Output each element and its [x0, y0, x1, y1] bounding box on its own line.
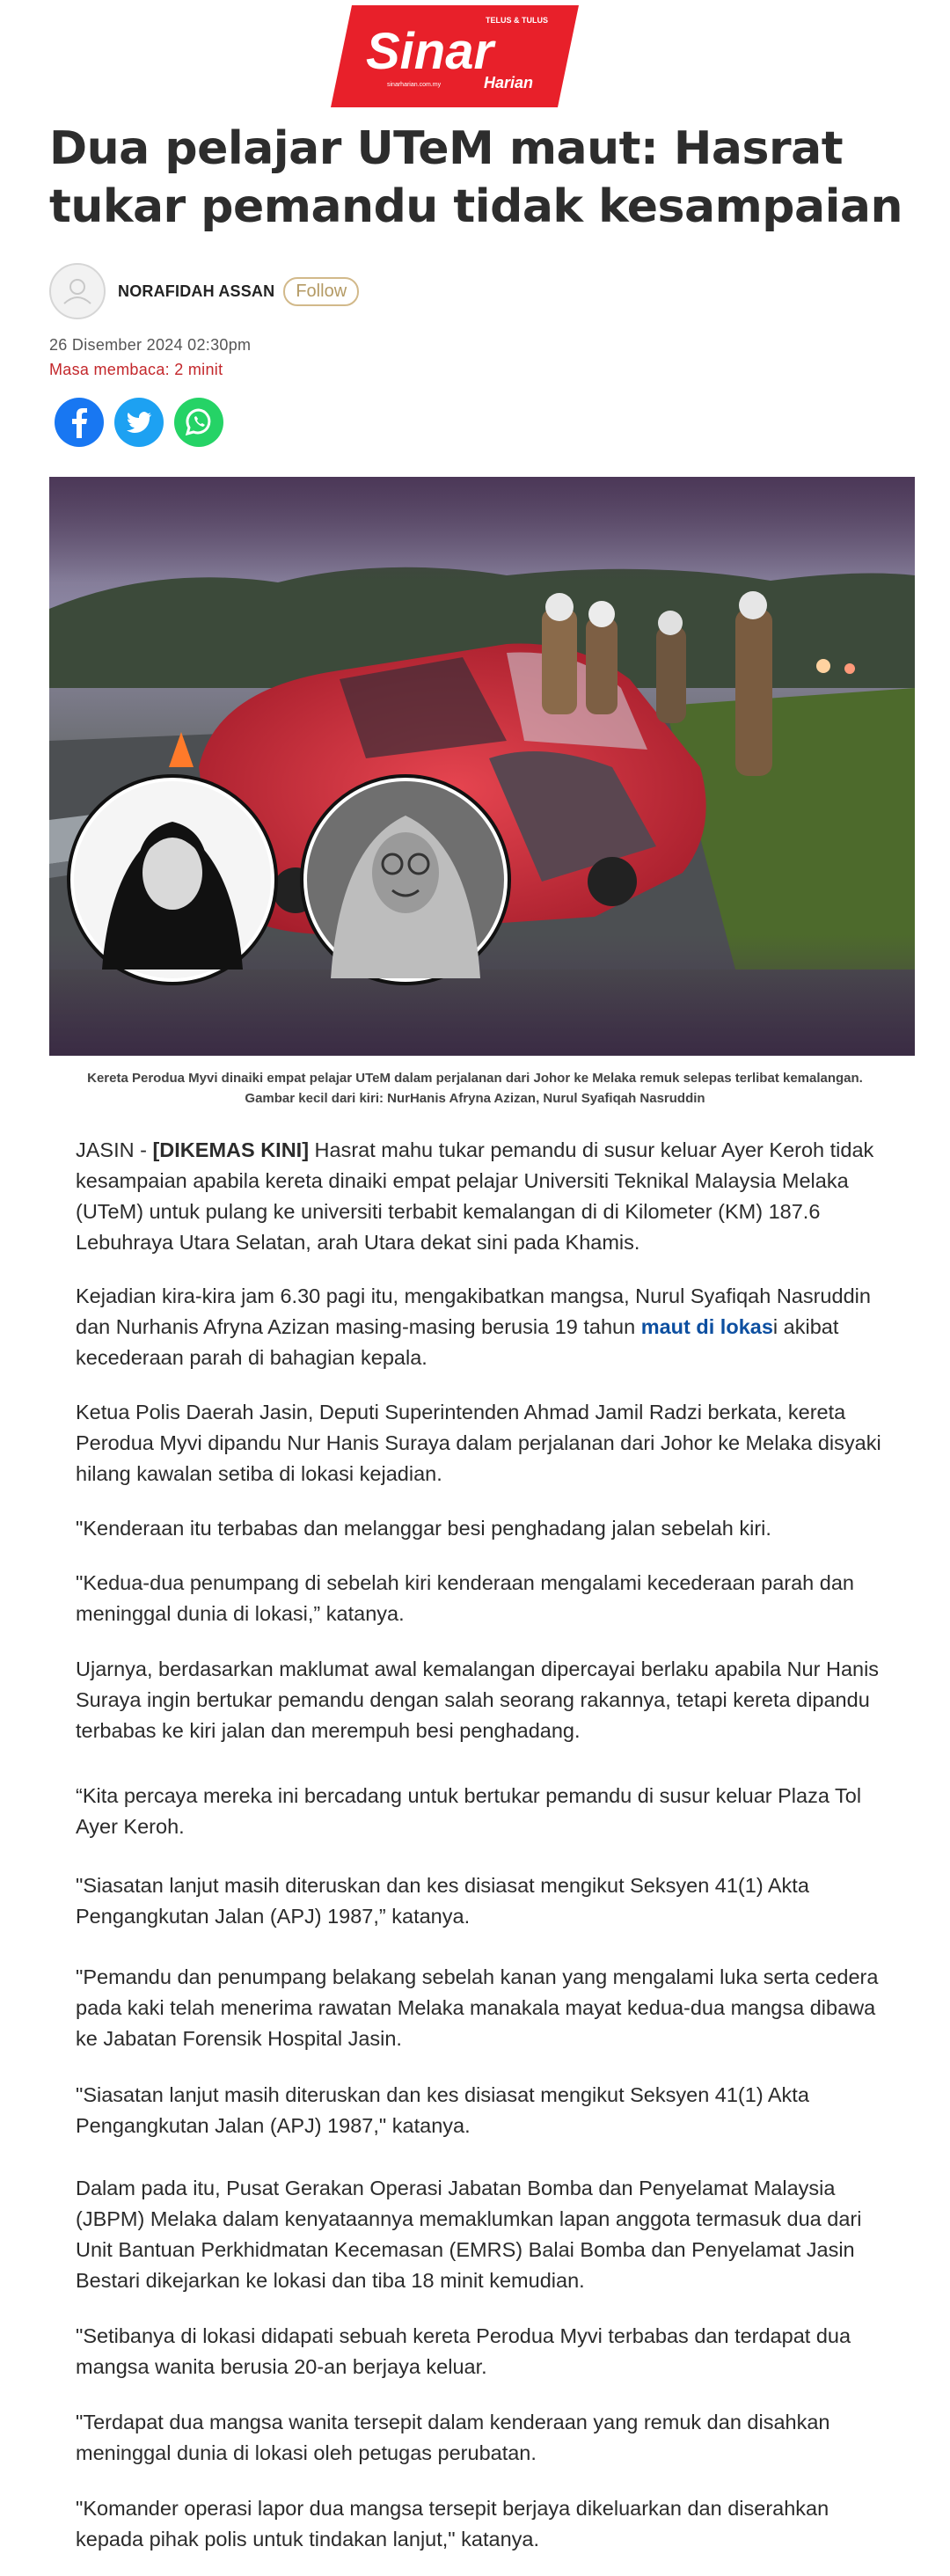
twitter-share-button[interactable] [114, 398, 164, 447]
logo-wordmark: Sinar [366, 23, 494, 80]
share-buttons [55, 398, 223, 447]
article-title: Dua pelajar UTeM maut: Hasrat tukar pemandu tidak kesampaian [49, 122, 903, 233]
paragraph-2-text: Kejadian kira-kira jam 6.30 pagi itu, mengakibatkan mangsa, Nurul Syafiqah Nasruddin dan Nurhanis Afryna Azizan masing-masing berusia 19 tahun [76, 1284, 871, 1338]
dateline: JASIN - [76, 1138, 153, 1161]
paragraph-8: "Siasatan lanjut masih diteruskan dan kes disiasat mengikut Seksyen 41(1) Akta Pengangkutan Jalan (APJ) 1987,” katanya. [76, 1874, 809, 1928]
paragraph-3: Ketua Polis Daerah Jasin, Deputi Superintenden Ahmad Jamil Radzi berkata, kereta Perodua Myvi dipandu Nur Hanis Suraya dalam perjalanan dari Johor ke Melaka disyaki hilang kawalan setiba di lokasi kejadian. [76, 1401, 881, 1485]
publish-date: 26 Disember 2024 02:30pm [49, 336, 252, 354]
maut-di-lokasi-link[interactable]: maut di lokas [640, 1315, 773, 1338]
author-row [49, 262, 359, 320]
paragraph-2 [76, 1281, 894, 1373]
paragraph-2-after: i akibat kecederaan parah di bahagian kepala. [76, 1315, 839, 1369]
reading-time: Masa membaca: 2 minit [49, 361, 223, 378]
paragraph-4: "Kenderaan itu terbabas dan melanggar besi penghadang jalan sebelah kiri. [76, 1517, 771, 1540]
paragraph-5: "Kedua-dua penumpang di sebelah kiri kenderaan mengalami kecederaan parah dan meninggal dunia di lokasi,” katanya. [76, 1571, 854, 1625]
paragraph-7: “Kita percaya mereka ini bercadang untuk bertukar pemandu di susur keluar Plaza Tol Ayer Keroh. [76, 1784, 862, 1838]
twitter-icon [114, 398, 164, 447]
logo-subwordmark: Harian [484, 74, 534, 91]
follow-button[interactable]: Follow [283, 277, 359, 306]
paragraph-1 [76, 1135, 894, 1258]
paragraph-6: Ujarnya, berdasarkan maklumat awal kemalangan dipercayai berlaku apabila Nur Hanis Suraya ingin bertukar pemandu dengan salah seorang rakannya, tetapi kereta dipandu terbabas ke kiri jalan dan merempuh besi penghadang. [76, 1658, 880, 1742]
paragraph-9: "Pemandu dan penumpang belakang sebelah kanan yang mengalami luka serta cedera pada kaki telah menerima rawatan Melaka manakala mayat kedua-dua mangsa dibawa ke Jabatan Forensik Hospital Jasin. [76, 1965, 879, 2050]
user-avatar-icon[interactable] [49, 263, 106, 319]
paragraph-14: "Komander operasi lapor dua mangsa tersepit berjaya dikeluarkan dan diserahkan kepada pihak polis untuk tindakan lanjut," katanya. [76, 2497, 829, 2550]
facebook-share-button[interactable] [55, 398, 104, 447]
author-name[interactable]: NORAFIDAH ASSAN [118, 282, 275, 300]
article-hero-image [49, 477, 915, 1056]
whatsapp-icon [174, 398, 223, 447]
paragraph-11: Dalam pada itu, Pusat Gerakan Operasi Jabatan Bomba dan Penyelamat Malaysia (JBPM) Melaka dalam kenyataannya memaklumkan lapan anggota termasuk dua dari Unit Bantuan Perkhidmatan Kecemasan (EMRS) Balai Bomba dan Penyelamat Jasin Bestari dikejarkan ke lokasi dan tiba 18 minit kemudian. [76, 2177, 862, 2292]
paragraph-1-text: Hasrat mahu tukar pemandu di susur keluar Ayer Keroh tidak kesampaian apabila kereta dinaiki empat pelajar Universiti Teknikal Malaysia Melaka (UTeM) untuk pulang ke universiti terbabit kemalangan di di Kilometer (KM) 187.6 Lebuhraya Utara Selatan, arah Utara dekat sini pada Khamis. [76, 1138, 874, 1254]
whatsapp-share-button[interactable] [174, 398, 223, 447]
paragraph-10: "Siasatan lanjut masih diteruskan dan kes disiasat mengikut Seksyen 41(1) Akta Pengangkutan Jalan (APJ) 1987," katanya. [76, 2083, 809, 2137]
facebook-icon [55, 398, 104, 447]
logo-tagline: TELUS & TULUS [486, 16, 548, 25]
site-header [0, 5, 950, 107]
image-caption: Kereta Perodua Myvi dinaiki empat pelajar UTeM dalam perjalanan dari Johor ke Melaka remuk selepas terlibat kemalangan. Gambar kecil dari kiri: NurHanis Afryna Azizan, Nurul Syafiqah Nasruddin [87, 1071, 863, 1106]
sinar-harian-logo[interactable] [331, 5, 579, 107]
paragraph-12: "Setibanya di lokasi didapati sebuah kereta Perodua Myvi terbabas dan terdapat dua mangsa wanita berusia 20-an berjaya keluar. [76, 2324, 851, 2378]
logo-url: sinarharian.com.my [387, 82, 442, 88]
paragraph-13: "Terdapat dua mangsa wanita tersepit dalam kenderaan yang remuk dan disahkan meninggal dunia di lokasi oleh petugas perubatan. [76, 2411, 830, 2464]
update-tag: [DIKEMAS KINI] [152, 1138, 310, 1161]
